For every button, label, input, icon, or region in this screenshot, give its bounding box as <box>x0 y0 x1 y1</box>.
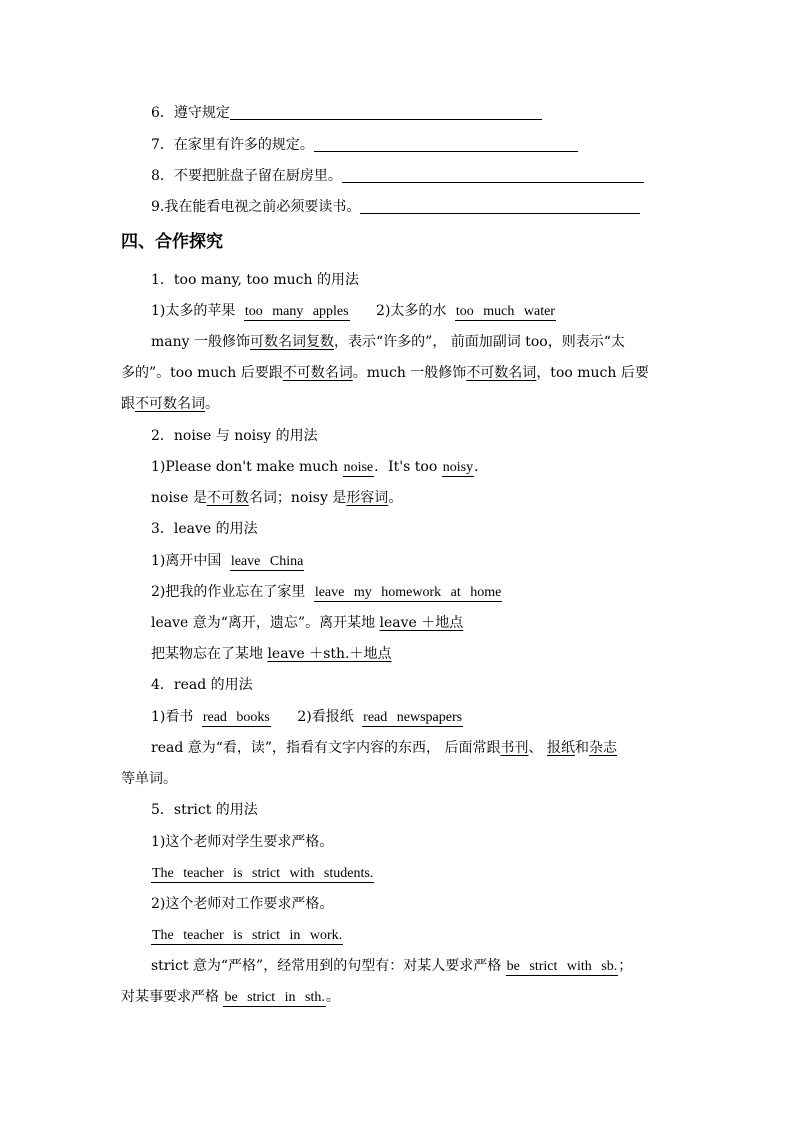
explanation-line <box>121 395 219 413</box>
example-answer: The teacher is strict in work. <box>152 928 343 943</box>
example-label: 2)看报纸 <box>297 709 354 725</box>
explanation-text: 和 <box>574 740 589 756</box>
key-term: 不可数名词 <box>135 396 205 412</box>
answer-blank[interactable] <box>342 168 644 183</box>
key-term: be strict with sb. <box>506 959 618 974</box>
explanation-text: ，表示“许多的”， 前面加副词 too，则表示“太 <box>334 334 625 350</box>
example-label: 1)看书 <box>151 709 194 725</box>
key-term: be strict in sth. <box>224 990 325 1005</box>
example-answer: read books <box>202 710 270 725</box>
explanation-text: 、 <box>528 740 543 756</box>
translation-item-9 <box>151 198 640 216</box>
item-text: 不要把脏盘子留在厨房里。 <box>173 168 342 184</box>
example-text: 1)Please don't make much <box>151 459 339 475</box>
point-title-1: 1．too many, too much 的用法 <box>151 272 359 288</box>
example-label: 2)太多的水 <box>376 303 447 319</box>
explanation-line <box>151 645 391 663</box>
translation-item-8 <box>151 167 644 185</box>
example-answer: too much water <box>455 304 555 319</box>
example-answer: The teacher is strict with students. <box>152 866 374 881</box>
example-line <box>151 708 463 727</box>
translation-item-7 <box>151 136 578 154</box>
key-term: 形容词 <box>346 490 389 506</box>
key-term: 不可数名词 <box>466 365 537 381</box>
example-answer: noise <box>343 460 374 475</box>
example-answer: noisy <box>442 460 474 475</box>
explanation-text: noise 是 <box>151 490 207 506</box>
example-answer: read newspapers <box>363 710 463 725</box>
item-number: 7． <box>151 137 174 153</box>
explanation-text: strict 意为“严格”，经常用到的句型有：对某人要求严格 <box>151 958 502 974</box>
item-text: 我在能看电视之前必须要读书。 <box>164 199 361 215</box>
example-label: 1)太多的苹果 <box>151 303 236 319</box>
example-line <box>151 864 374 883</box>
example-text: ．It's too <box>374 459 438 475</box>
key-term: 不可数 <box>206 490 249 506</box>
key-term: 不可数名词 <box>282 365 353 381</box>
item-text: 遵守规定 <box>173 105 230 121</box>
point-title-4: 4．read 的用法 <box>151 677 253 693</box>
example-line <box>151 552 304 571</box>
example-label: 1)离开中国 <box>151 553 222 569</box>
item-number: 6． <box>151 105 174 121</box>
example-label: 2)这个老师对工作要求严格。 <box>151 896 334 912</box>
point-title-5: 5．strict 的用法 <box>151 802 258 818</box>
key-term: 杂志 <box>588 740 617 756</box>
key-term: 报纸 <box>546 740 575 756</box>
answer-blank[interactable] <box>230 105 542 120</box>
translation-item-6 <box>151 104 542 122</box>
answer-blank[interactable] <box>314 137 578 152</box>
example-answer: leave my homework at home <box>314 585 502 600</box>
example-line <box>151 583 502 602</box>
example-line <box>151 458 488 477</box>
point-title-3: 3．leave 的用法 <box>151 521 258 537</box>
example-label: 2)把我的作业忘在了家里 <box>151 584 306 600</box>
section-heading: 四、合作探究 <box>121 232 223 252</box>
example-line <box>151 926 343 945</box>
key-term: 书刊 <box>500 740 529 756</box>
explanation-line <box>151 957 632 976</box>
example-answer: too many apples <box>244 304 349 319</box>
explanation-line <box>121 988 340 1007</box>
explanation-text: read 意为“看，读”，指看有文字内容的东西， 后面常跟 <box>151 740 501 756</box>
answer-blank[interactable] <box>360 199 640 214</box>
key-term: leave ＋sth.＋地点 <box>267 646 392 662</box>
explanation-text: 名词；noisy 是 <box>248 490 347 506</box>
explanation-text: ，too much 后要 <box>536 365 649 381</box>
key-term: 可数名词复数 <box>250 334 334 350</box>
explanation-text: 对某事要求严格 <box>121 989 219 1005</box>
explanation-line <box>151 739 617 757</box>
example-answer: leave China <box>230 554 304 569</box>
explanation-line <box>121 364 649 382</box>
explanation-text: 跟 <box>121 396 135 412</box>
explanation-text: many 一般修饰 <box>151 334 250 350</box>
item-number: 9. <box>151 199 165 215</box>
point-title-2: 2．noise 与 noisy 的用法 <box>151 428 318 444</box>
explanation-text: 。 <box>388 490 403 506</box>
example-label: 1)这个老师对学生要求严格。 <box>151 834 334 850</box>
explanation-text: 等单词。 <box>121 771 177 787</box>
explanation-text: 把某物忘在了某地 <box>151 646 263 662</box>
explanation-text: 多的”。too much 后要跟 <box>121 365 283 381</box>
explanation-line <box>151 489 402 507</box>
explanation-text: 。 <box>325 989 340 1005</box>
explanation-text: leave 意为“离开，遗忘”。离开某地 <box>151 615 376 631</box>
explanation-text: 。much 一般修饰 <box>352 365 467 381</box>
explanation-line <box>121 770 177 788</box>
key-term: leave ＋地点 <box>379 615 464 631</box>
example-text: ． <box>474 459 489 475</box>
explanation-text: ； <box>618 958 633 974</box>
example-line <box>151 302 556 321</box>
explanation-line <box>151 614 463 632</box>
item-text: 在家里有许多的规定。 <box>173 137 314 153</box>
explanation-line <box>151 333 625 351</box>
item-number: 8． <box>151 168 174 184</box>
explanation-text: 。 <box>205 396 219 412</box>
